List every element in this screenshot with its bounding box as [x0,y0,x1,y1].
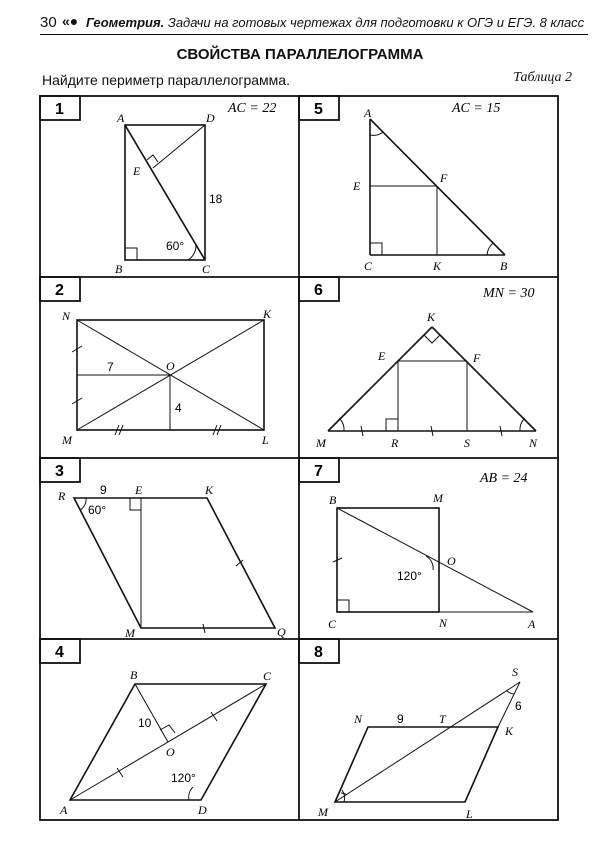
panel-3-label-e: E [135,483,143,497]
task-text: Найдите периметр параллелограмма. [42,72,290,88]
panel-8-label-l: L [466,807,473,821]
panel-7-label-n: N [439,616,448,630]
panel-8-seg-top: 9 [397,712,404,726]
panel-1-label-a: A [117,111,125,125]
panel-2-label-l: L [262,433,269,447]
panel-6-number: 6 [314,282,323,299]
book-subtitle: Задачи на готовых чертежах для подготовки к ОГЭ и ЕГЭ. 8 класс [167,15,585,30]
panel-1-label-b: B [115,262,123,276]
panel-2-label-o: O [166,359,175,373]
panel-8-label-k: K [505,724,514,738]
book-title-main: Геометрия. [86,15,165,30]
panel-5-label-c: C [364,259,373,273]
panel-3-seg-top: 9 [100,483,107,497]
panel-number-boxes [40,96,339,663]
panel-1-label-e: E [133,164,141,178]
panel-6-label-m: M [316,436,326,450]
panel-5-number: 5 [314,101,323,118]
panel-8-seg-side: 6 [515,699,522,713]
panel-5-given: AC = 15 [452,101,501,116]
panel-7-number: 7 [314,463,323,480]
panel-2-label-k: K [263,307,272,321]
panel-8-label-m: M [318,805,328,819]
panel-7-angle: 120° [397,569,422,583]
panel-6-label-e: E [378,349,386,363]
panel-6-label-n: N [529,436,538,450]
section-title: СВОЙСТВА ПАРАЛЛЕЛОГРАММА [176,46,424,63]
panel-6-label-s: S [464,436,470,450]
panel-1-label-d: D [206,111,215,125]
panel-1-given: AC = 22 [228,101,277,116]
panel-1-figure [125,125,205,260]
panel-3-label-m: M [125,626,135,640]
panel-4-label-d: D [198,803,207,817]
panel-1-label-c: C [202,262,211,276]
panel-4-angle: 120° [171,771,196,785]
panel-3-figure [74,498,275,633]
panel-6-label-k: K [427,310,436,324]
panel-2-number: 2 [55,282,64,299]
panel-4-label-a: A [60,803,68,817]
panel-7-given: AB = 24 [480,471,528,486]
panel-8-figure [335,682,520,802]
panel-5-label-k: K [433,259,442,273]
panel-1-side: 18 [209,192,223,206]
panel-5-label-e: E [353,179,361,193]
panel-5-label-a: A [364,106,372,120]
panel-3-number: 3 [55,463,64,480]
panel-3-label-q: Q [277,625,286,639]
panel-4-number: 4 [55,644,64,661]
panel-3-angle: 60° [88,503,107,517]
panel-2-seg-down: 4 [175,401,182,415]
panel-4-height: 10 [138,716,152,730]
panel-5-figure [370,119,505,255]
table-label: Таблица 2 [513,70,572,85]
panel-1-angle: 60° [166,239,185,253]
panel-8-number: 8 [314,644,323,661]
panel-3-label-r: R [58,489,66,503]
panel-5-label-b: B [500,259,508,273]
panel-7-label-b: B [329,493,337,507]
panel-6-given: MN = 30 [483,286,535,301]
panel-2-label-n: N [62,309,71,323]
panel-4-figure [70,684,266,800]
panel-4-label-b: B [130,668,138,682]
panel-4-label-c: C [263,669,272,683]
panel-2-seg-left: 7 [107,360,114,374]
panel-7-label-o: O [447,554,456,568]
panel-3-label-k: K [205,483,214,497]
panel-4-label-o: O [166,745,175,759]
panel-5-label-f: F [440,171,448,185]
panel-7-label-c: C [328,617,337,631]
panel-8-label-t: T [439,712,446,726]
panel-7-label-a: A [528,617,536,631]
panel-6-label-f: F [473,351,481,365]
panel-8-label-s: S [512,665,518,679]
panel-1-number: 1 [55,101,64,118]
panel-6-figure [328,327,536,436]
panel-6-label-r: R [391,436,399,450]
panel-2-label-m: M [62,433,72,447]
book-logo-icon: «● [62,13,79,29]
panel-7-label-m: M [433,491,443,505]
panel-2-figure [72,320,264,435]
page-number: 30 [40,14,57,31]
panel-7-figure [333,508,533,612]
panel-8-label-n: N [354,712,363,726]
